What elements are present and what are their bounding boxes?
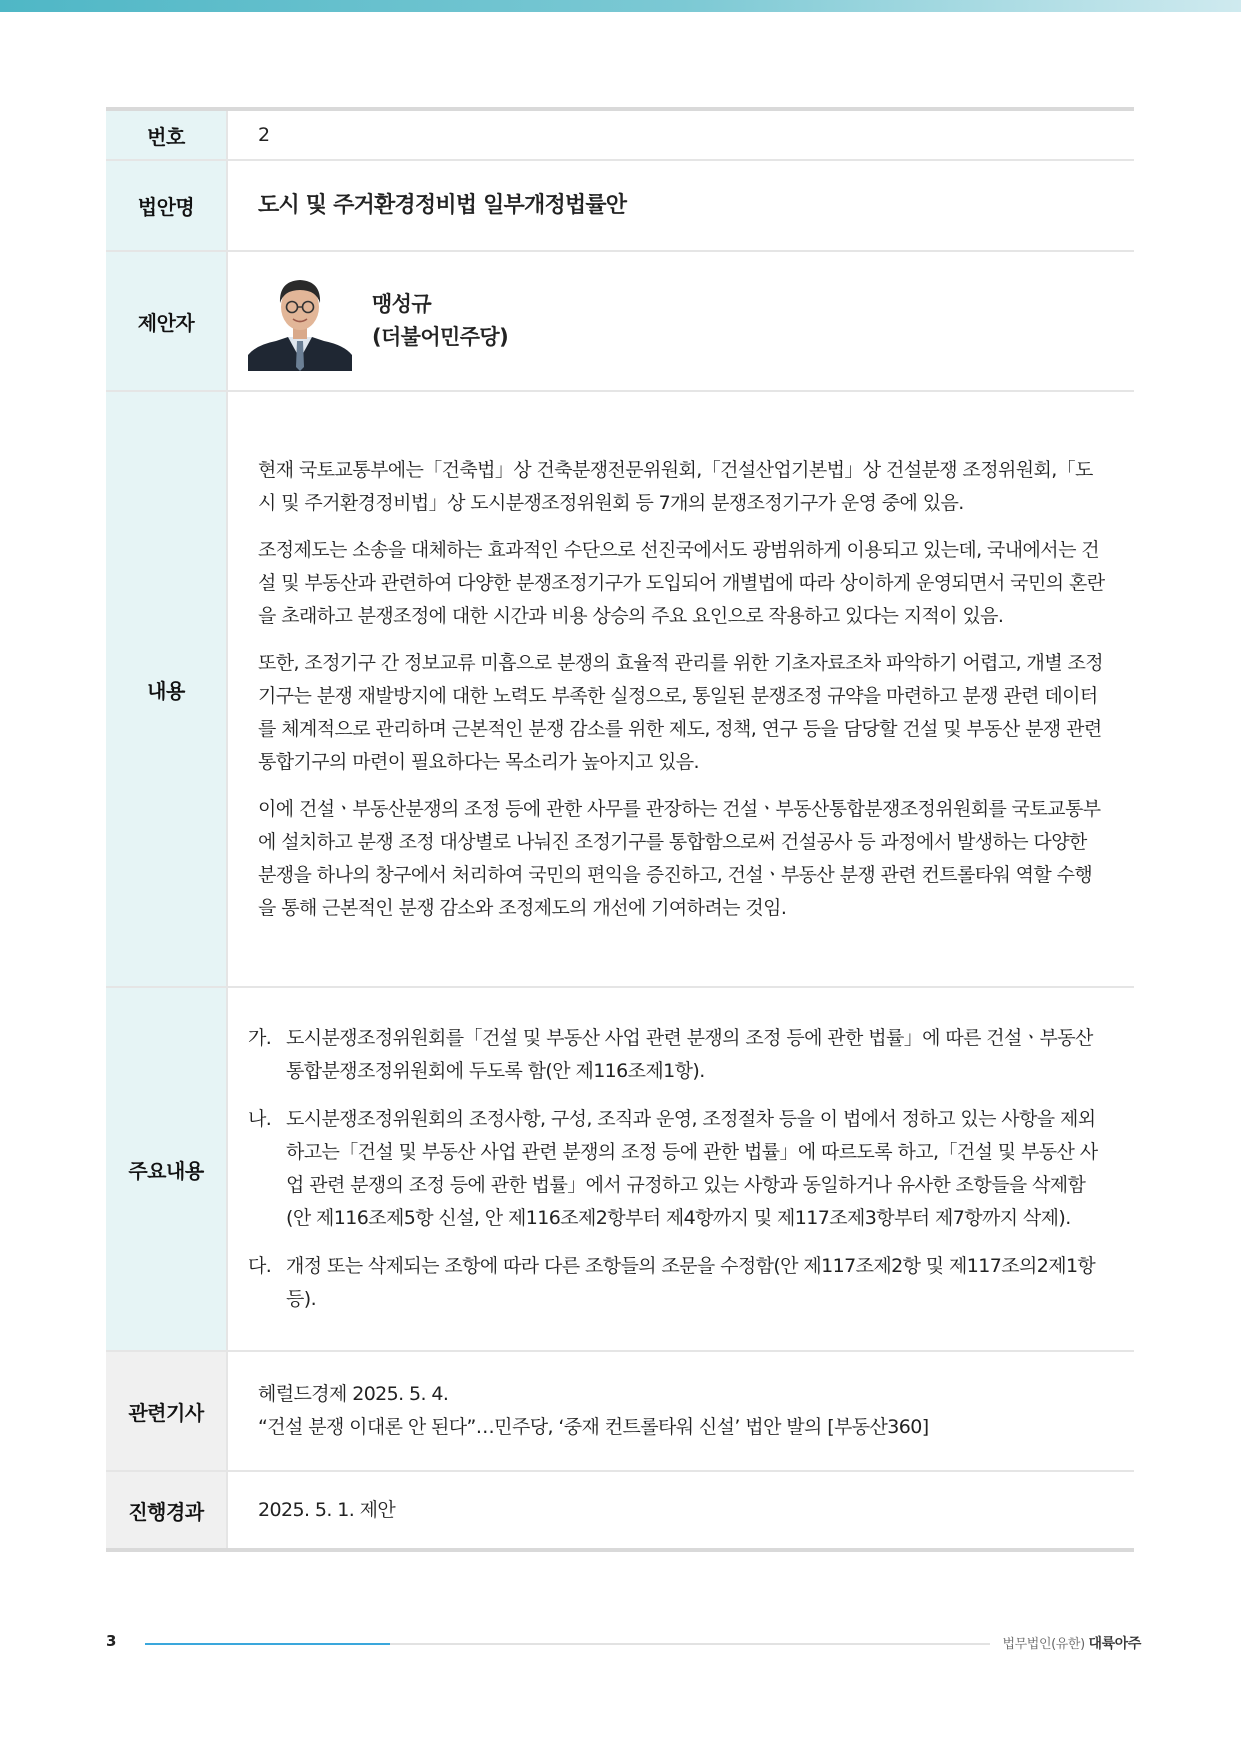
row-main-content [106, 987, 1134, 1351]
item-text: 도시분쟁조정위원회의 조정사항, 구성, 조직과 운영, 조정절차 등을 이 법에서 정하고 있는 사항을 제외하고는「건설 및 부동산 사업 관련 분쟁의 조정 등에 관한 법률」에 따르도록 하고,「건설 및 부동산 사업 관련 분쟁의 조정 등에 관한 법률」에서 규정하고 있는 사항과 동일하거나 유사한 조항들을 삭제함(안 제116조제5항 신설, 안 제116조제2항부터 제4항까지 및 제117조제3항부터 제7항까지 삭제). [286, 1108, 1098, 1229]
row-progress [106, 1471, 1134, 1550]
main-content-list [227, 987, 1134, 1351]
list-item [248, 1022, 1106, 1088]
content-paragraph: 또한, 조정기구 간 정보교류 미흡으로 분쟁의 효율적 관리를 위한 기초자료조차 파악하기 어렵고, 개별 조정기구는 분쟁 재발방지에 대한 노력도 부족한 실정으로, 통일된 분쟁조정 규약을 마련하고 분쟁 관련 데이터를 체계적으로 관리하며 근본적인 분쟁 감소를 위한 제도, 정책, 연구 등을 담당할 건설 및 부동산 분쟁 관련 통합기구의 마련이 필요하다는 목소리가 높아지고 있음. [258, 651, 1104, 773]
label-related-article: 관련기사 [106, 1351, 227, 1471]
page-number: 3 [106, 1632, 117, 1650]
footer-progress-fill [145, 1643, 390, 1645]
row-related-article [106, 1351, 1134, 1471]
row-number [106, 109, 1134, 160]
bill-title: 도시 및 주거환경정비법 일부개정법률안 [258, 192, 627, 218]
item-marker: 다. [248, 1255, 272, 1277]
firm-name: 대륙아주 [1088, 1636, 1141, 1652]
item-text: 개정 또는 삭제되는 조항에 따라 다른 조항들의 조문을 수정함(안 제117조제2항 및 제117조의2제1항 등). [286, 1255, 1096, 1310]
value-progress: 2025. 5. 1. 제안 [258, 1498, 396, 1521]
proposer-party: (더불어민주당) [372, 325, 509, 349]
label-content: 내용 [106, 391, 227, 987]
content-paragraph: 조정제도는 소송을 대체하는 효과적인 수단으로 선진국에서도 광범위하게 이용되고 있는데, 국내에서는 건설 및 부동산과 관련하여 다양한 분쟁조정기구가 도입되어 개별법에 따라 상이하게 운영되면서 국민의 혼란을 초래하고 분쟁조정에 대한 시간과 비용 상승의 주요 요인으로 작용하고 있다는 지적이 있음. [258, 538, 1105, 627]
proposer-name: 맹성규 [372, 292, 432, 316]
top-accent-bar [0, 0, 1241, 12]
label-progress: 진행경과 [106, 1471, 227, 1550]
row-bill-name [106, 160, 1134, 251]
row-content [106, 391, 1134, 987]
content-paragraph: 현재 국토교통부에는「건축법」상 건축분쟁전문위원회,「건설산업기본법」상 건설분쟁 조정위원회,「도시 및 주거환경정비법」상 도시분쟁조정위원회 등 7개의 분쟁조정기구가 운영 중에 있음. [258, 458, 1093, 514]
item-marker: 가. [248, 1027, 272, 1049]
bill-info-table [106, 107, 1134, 1552]
value-number: 2 [227, 109, 1134, 160]
label-bill-name: 법안명 [106, 160, 227, 251]
firm-prefix: 법무법인(유한) [1002, 1637, 1085, 1652]
content-paragraph: 이에 건설ㆍ부동산분쟁의 조정 등에 관한 사무를 관장하는 건설ㆍ부동산통합분쟁조정위원회를 국토교통부에 설치하고 분쟁 조정 대상별로 나눠진 조정기구를 통합함으로써 건설공사 등 과정에서 발생하는 다양한 분쟁을 하나의 창구에서 처리하여 국민의 편익을 증진하고, 건설ㆍ부동산 분쟁 관련 컨트롤타워 역할 수행을 통해 근본적인 분쟁 감소와 조정제도의 개선에 기여하려는 것임. [258, 797, 1101, 919]
article-headline-link[interactable]: “건설 분쟁 이대론 안 된다”…민주당, ‘중재 컨트롤타워 신설’ 법안 발의 [부동산360] [258, 1416, 929, 1438]
item-marker: 나. [248, 1108, 272, 1130]
content-body [227, 391, 1134, 987]
firm-logo-text [1002, 1633, 1141, 1653]
label-proposer: 제안자 [106, 251, 227, 391]
row-proposer [106, 251, 1134, 391]
footer-progress-line [145, 1643, 990, 1645]
label-main-content: 주요내용 [106, 987, 227, 1351]
proposer-block [258, 271, 1106, 371]
list-item [248, 1250, 1106, 1316]
label-number: 번호 [106, 109, 227, 160]
article-source: 헤럴드경제 2025. 5. 4. [258, 1383, 449, 1405]
person-portrait-icon [248, 271, 352, 371]
list-item [248, 1103, 1106, 1235]
item-text: 도시분쟁조정위원회를「건설 및 부동산 사업 관련 분쟁의 조정 등에 관한 법률」에 따른 건설ㆍ부동산통합분쟁조정위원회에 두도록 함(안 제116조제1항). [286, 1027, 1093, 1082]
